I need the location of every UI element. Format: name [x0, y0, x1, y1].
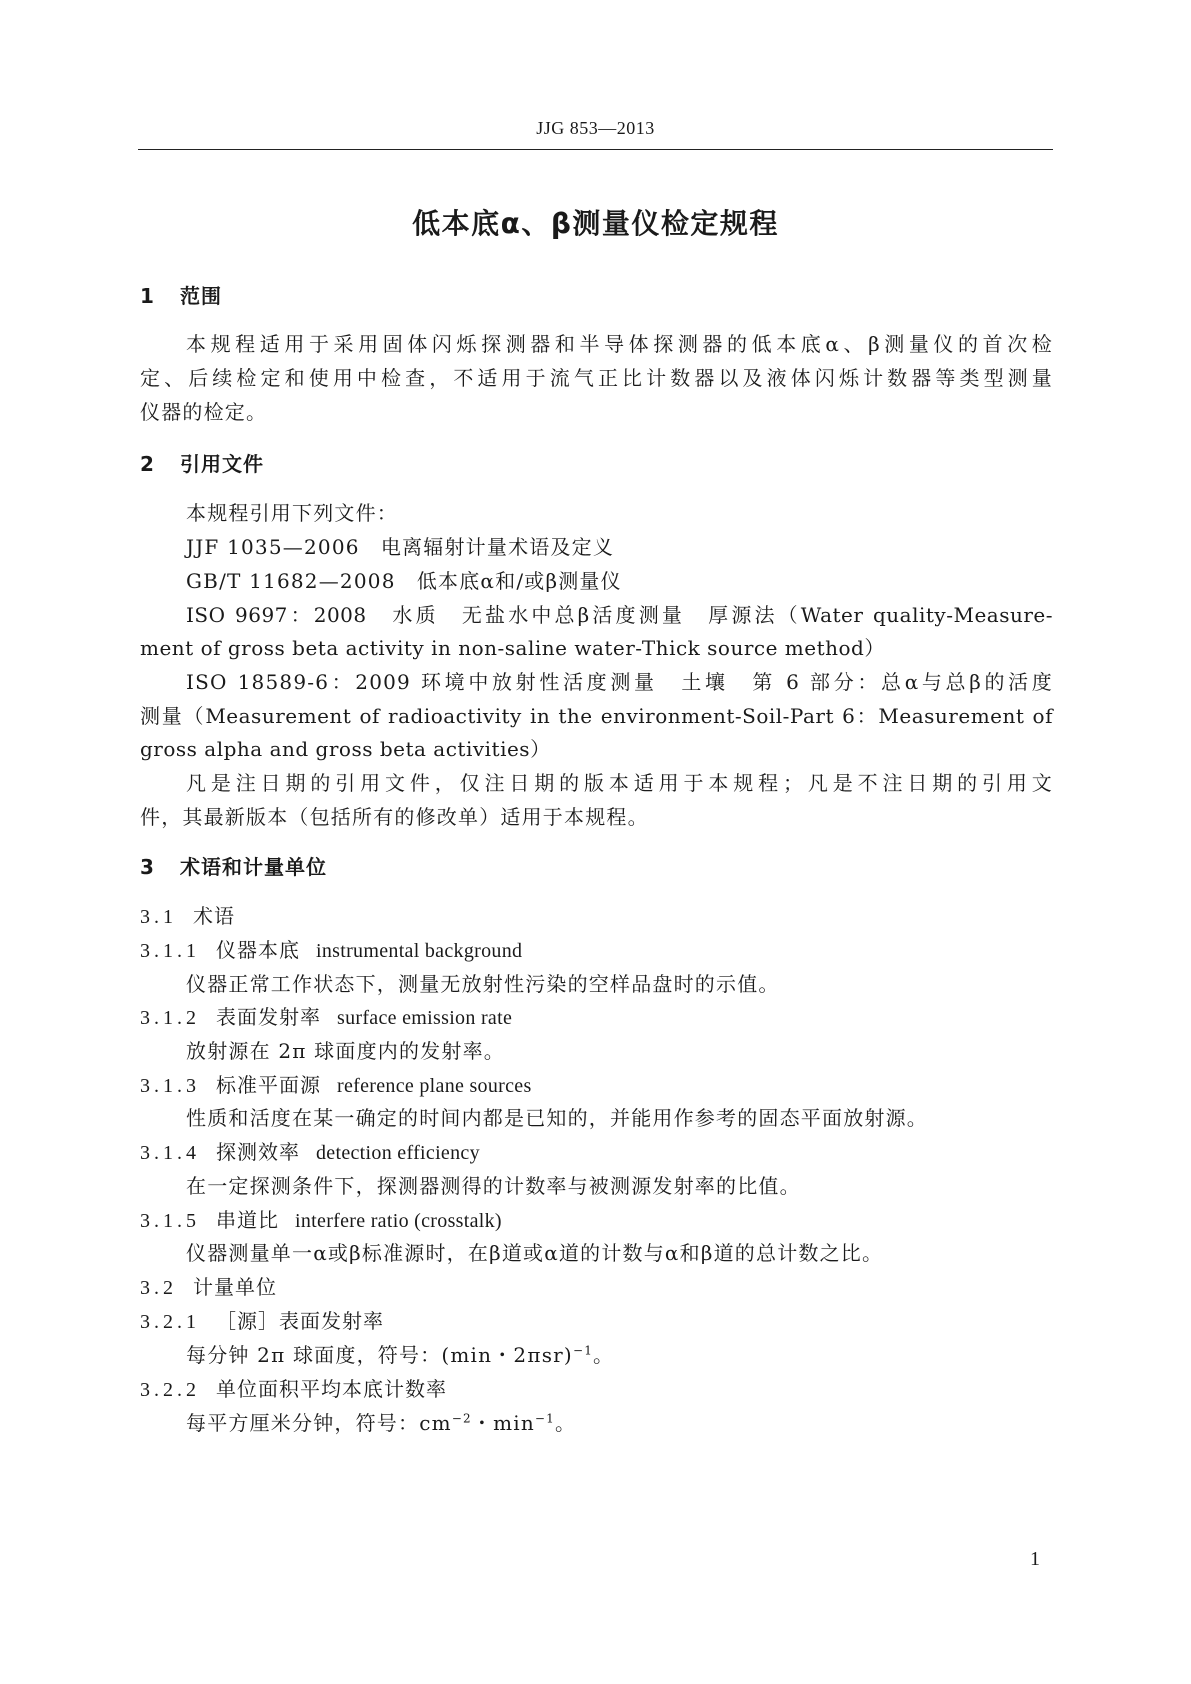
- unit-definition: [186, 1339, 614, 1368]
- unit-title: 单位面积平均本底计数率: [216, 1377, 447, 1401]
- clause-number: 3.1.3: [140, 1075, 200, 1097]
- reference-item: JJF 1035—2006 电离辐射计量术语及定义: [186, 535, 615, 559]
- refs-intro: 本规程引用下列文件：: [186, 501, 398, 525]
- term-heading: [140, 934, 522, 963]
- scope-text-line: 仪器的检定。: [140, 400, 268, 424]
- document-title: 低本底α、β测量仪检定规程: [412, 207, 779, 240]
- unit-def-text: 每分钟 2π 球面度，符号：(min・2πsr): [186, 1343, 573, 1367]
- unit-def-text: 每平方厘米分钟，符号：cm: [186, 1411, 452, 1435]
- refs-note-line: 凡是注日期的引用文件，仅注日期的版本适用于本规程；凡是不注日期的引用文: [186, 771, 1053, 795]
- section-number: 2: [140, 452, 155, 476]
- reference-item: ISO 9697：2008 水质 无盐水中总β活度测量 厚源法（Water quality-Measure-: [186, 603, 1053, 627]
- reference-item: GB/T 11682—2008 低本底α和/或β测量仪: [186, 569, 622, 593]
- unit-title: ［源］表面发射率: [216, 1309, 384, 1333]
- clause-number: 3.2.2: [140, 1379, 200, 1401]
- unit-definition: [186, 1407, 576, 1436]
- section-title: 引用文件: [180, 452, 264, 476]
- term-definition: 性质和活度在某一确定的时间内都是已知的，并能用作参考的固态平面放射源。: [186, 1106, 928, 1130]
- unit-exponent: −2: [451, 1411, 472, 1426]
- unit-def-text: 。: [593, 1343, 615, 1367]
- term-definition: 仪器测量单一α或β标准源时，在β道或α道的计数与α和β道的总计数之比。: [186, 1241, 884, 1265]
- subsection-3-2: [140, 1271, 277, 1300]
- section-1-heading: [140, 280, 222, 309]
- term-heading: [140, 1204, 502, 1233]
- scope-text-line: 本规程适用于采用固体闪烁探测器和半导体探测器的低本底α、β测量仪的首次检: [186, 332, 1053, 356]
- term-definition: 在一定探测条件下，探测器测得的计数率与被测源发射率的比值。: [186, 1174, 801, 1198]
- unit-exponent: −1: [534, 1411, 556, 1426]
- section-number: 1: [140, 284, 155, 308]
- clause-title: 计量单位: [193, 1275, 277, 1299]
- term-heading: [140, 1069, 532, 1098]
- unit-def-text: ・min: [471, 1411, 535, 1435]
- refs-note-line: 件，其最新版本（包括所有的修改单）适用于本规程。: [140, 805, 649, 829]
- unit-heading: [140, 1305, 384, 1334]
- term-heading: [140, 1136, 480, 1165]
- term-english: interfere ratio (crosstalk): [295, 1210, 502, 1232]
- clause-number: 3.1.2: [140, 1007, 200, 1029]
- clause-title: 术语: [193, 904, 235, 928]
- clause-number: 3.2: [140, 1277, 177, 1299]
- page-number: 1: [1030, 1548, 1040, 1570]
- unit-exponent: −1: [572, 1343, 594, 1358]
- header-rule: [138, 149, 1053, 150]
- clause-number: 3.1: [140, 906, 177, 928]
- clause-number: 3.1.4: [140, 1142, 200, 1164]
- term-definition: 放射源在 2π 球面度内的发射率。: [186, 1039, 505, 1063]
- section-2-heading: [140, 448, 264, 477]
- term-english: surface emission rate: [337, 1007, 513, 1029]
- clause-number: 3.1.5: [140, 1210, 200, 1232]
- section-title: 范围: [180, 284, 222, 308]
- term-heading: [140, 1001, 512, 1030]
- clause-number: 3.2.1: [140, 1311, 200, 1333]
- term-english: instrumental background: [316, 940, 523, 962]
- section-title: 术语和计量单位: [180, 855, 327, 879]
- reference-item-cont: ment of gross beta activity in non-saline water-Thick source method）: [140, 636, 885, 660]
- term-english: detection efficiency: [316, 1142, 480, 1164]
- section-number: 3: [140, 855, 155, 879]
- clause-number: 3.1.1: [140, 940, 200, 962]
- reference-item-cont: gross alpha and gross beta activities）: [140, 737, 551, 761]
- unit-def-text: 。: [555, 1411, 577, 1435]
- subsection-3-1: [140, 900, 235, 929]
- term-chinese: 串道比: [216, 1208, 279, 1232]
- term-chinese: 标准平面源: [216, 1073, 321, 1097]
- term-chinese: 表面发射率: [216, 1005, 321, 1029]
- term-english: reference plane sources: [337, 1075, 532, 1097]
- reference-item: ISO 18589-6：2009 环境中放射性活度测量 土壤 第 6 部分：总α与总β的活度: [186, 670, 1053, 694]
- standard-code-header: JJG 853—2013: [536, 118, 655, 138]
- term-definition: 仪器正常工作状态下，测量无放射性污染的空样品盘时的示值。: [186, 972, 780, 996]
- term-chinese: 仪器本底: [216, 938, 300, 962]
- section-3-heading: [140, 851, 327, 880]
- term-chinese: 探测效率: [216, 1140, 300, 1164]
- unit-heading: [140, 1373, 447, 1402]
- reference-item-cont: 测量（Measurement of radioactivity in the environment-Soil-Part 6：Measurement of: [140, 704, 1053, 728]
- scope-text-line: 定、后续检定和使用中检查，不适用于流气正比计数器以及液体闪烁计数器等类型测量: [140, 366, 1053, 390]
